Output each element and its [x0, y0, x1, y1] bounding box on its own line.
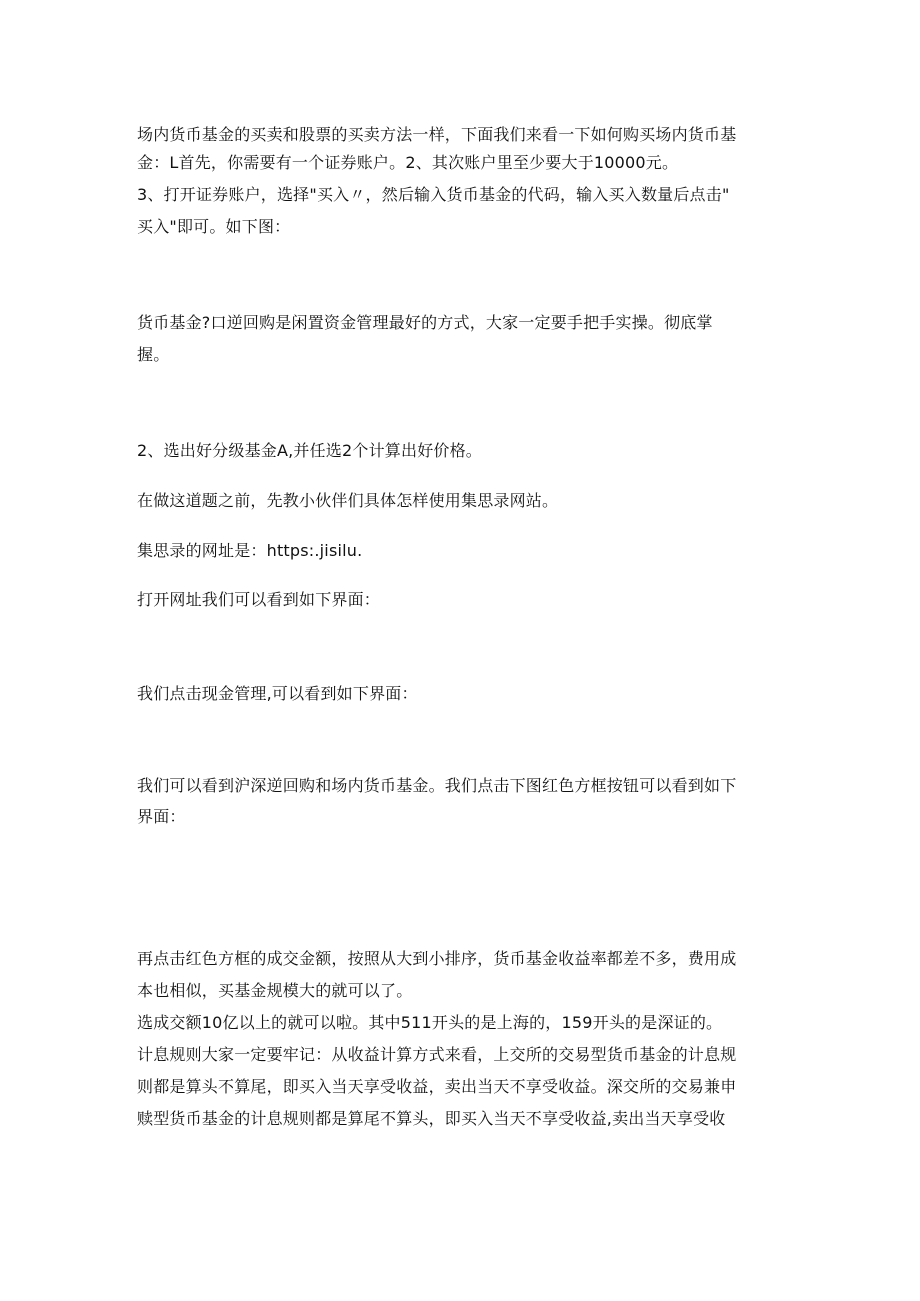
text-line-7: 2、选出好分级基金A,并任选2个计算出好价格。	[137, 441, 482, 460]
text-line-14: 再点击红色方框的成交金额，按照从大到小排序，货币基金收益率都差不多，费用成	[137, 949, 737, 968]
text-line-10: 打开网址我们可以看到如下界面：	[137, 590, 381, 609]
text-line-15: 本也相似，买基金规模大的就可以了。	[137, 981, 413, 1000]
text-line-2: 金：L首先，你需要有一个证券账户。2、其次账户里至少要大于10000元。	[137, 153, 679, 172]
text-line-1: 场内货币基金的买卖和股票的买卖方法一样，下面我们来看一下如何购买场内货币基	[137, 125, 737, 144]
text-line-8: 在做这道题之前，先教小伙伴们具体怎样使用集思录网站。	[137, 491, 559, 510]
text-line-18: 则都是算头不算尾，即买入当天享受收益，卖出当天不享受收益。深交所的交易兼申	[137, 1077, 737, 1096]
text-line-17: 计息规则大家一定要牢记：从收益计算方式来看，上交所的交易型货币基金的计息规	[137, 1045, 737, 1064]
text-line-5: 货币基金?口逆回购是闲置资金管理最好的方式，大家一定要手把手实操。彻底掌	[137, 313, 713, 332]
text-line-19: 赎型货币基金的计息规则都是算尾不算头，即买入当天不享受收益,卖出当天享受收	[137, 1109, 726, 1128]
text-line-6: 握。	[137, 345, 170, 364]
text-line-3: 3、打开证券账户，选择"买入〃，然后输入货币基金的代码，输入买入数量后点击"	[137, 185, 730, 204]
text-line-12: 我们可以看到沪深逆回购和场内货币基金。我们点击下图红色方框按钮可以看到如下	[137, 776, 737, 795]
text-line-9: 集思录的网址是：https:.jisilu.	[137, 541, 363, 560]
text-line-16: 选成交额10亿以上的就可以啦。其中511开头的是上海的，159开头的是深证的。	[137, 1013, 723, 1032]
text-line-4: 买入"即可。如下图：	[137, 217, 291, 236]
text-line-13: 界面：	[137, 807, 186, 826]
text-line-11: 我们点击现金管理,可以看到如下界面：	[137, 684, 418, 703]
